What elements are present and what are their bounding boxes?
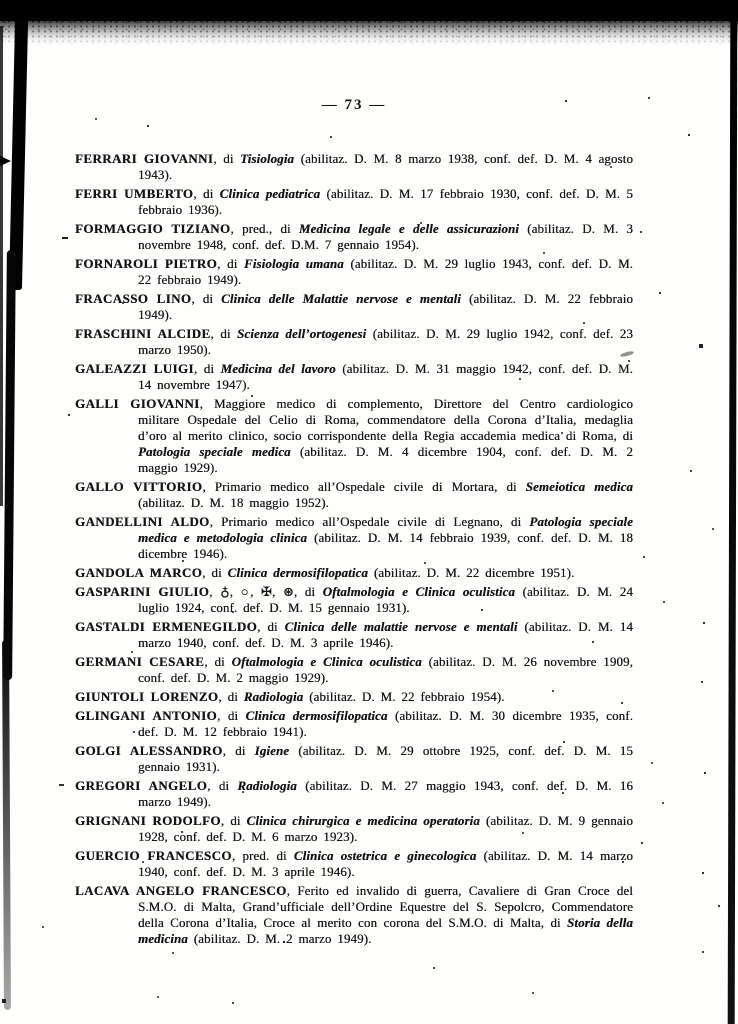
directory-entry: [75, 565, 633, 581]
entry-name: GIUNTOLI LORENZO: [75, 689, 219, 704]
entry-specialty: Fisiologia umana: [243, 256, 344, 271]
entry-specialty: Medicina del lavoro: [220, 361, 336, 376]
directory-entry: [75, 221, 633, 253]
entry-titles-text: , di: [191, 291, 222, 306]
scan-noise-dash: [59, 784, 64, 786]
entry-decree-details: (abilitaz. D. M. 18 maggio 1952).: [138, 495, 329, 510]
entry-titles-text: , di: [222, 743, 255, 758]
entry-specialty: Patologia speciale medica e metodologia clinica: [138, 514, 633, 545]
directory-entry: [75, 361, 633, 393]
entry-titles-text: , di: [207, 778, 238, 793]
directory-entry: [75, 151, 633, 183]
entry-decree-details: (abilitaz. D. M. 14 marzo 1940, conf. def. D. M. 3 aprile 1946).: [138, 848, 633, 879]
page-content: [75, 97, 633, 950]
scan-artifact-blob: [0, 156, 11, 166]
scan-noise-dash: [62, 237, 68, 239]
directory-entry: [75, 619, 633, 651]
entry-decree-details: (abilitaz. D. M. 4 dicembre 1904, conf. def. D. M. 2 maggio 1929).: [138, 444, 633, 475]
entry-name: FORNAROLI PIETRO: [75, 256, 218, 271]
entry-specialty: Patologia speciale medica: [138, 444, 291, 459]
entry-name: GRIGNANI RODOLFO: [75, 813, 221, 828]
entry-specialty: Clinica delle malattie nervose e mentali: [284, 619, 518, 634]
entry-decree-details: (abilitaz. D. M. 22 dicembre 1951).: [368, 565, 575, 580]
entry-name: FORMAGGIO TIZIANO: [75, 221, 231, 236]
directory-entry: [75, 778, 633, 810]
entry-name: GALEAZZI LUIGI: [75, 361, 194, 376]
entry-name: GASTALDI ERMENEGILDO: [75, 619, 258, 634]
entry-specialty: Tisiologia: [240, 151, 295, 166]
directory-entry: [75, 326, 633, 358]
entry-decree-details: (abilitaz. D. M. 29 luglio 1942, conf. def. 23 marzo 1950).: [138, 326, 633, 357]
entry-decree-details: (abilitaz. D. M. 22 febbraio 1949).: [138, 291, 634, 322]
entry-decree-details: (abilitaz. D. M. 8 marzo 1938, conf. def. D. M. 4 agosto 1943).: [138, 151, 633, 182]
entry-specialty: Clinica dermosifilopatica: [245, 708, 388, 723]
entry-decree-details: (abilitaz. D. M. 17 febbraio 1930, conf. def. D. M. 5 febbraio 1936).: [138, 186, 633, 217]
entry-titles-text: , di: [217, 256, 244, 271]
scan-noise-speckles: [0, 0, 2, 2]
directory-entry: [75, 256, 633, 288]
entry-name: FERRI UMBERTO: [75, 186, 194, 201]
directory-entry: [75, 514, 633, 562]
directory-entry: [75, 654, 633, 686]
directory-entry: [75, 813, 633, 845]
entry-specialty: Clinica chirurgica e medicina operatoria: [246, 813, 480, 828]
entry-titles-text: , Ferito ed invalido di guerra, Cavaliere di Gran Croce del S.M.O. di Malta, Grand’ufficiale dell’Ordine Equestre del S. Sepolcro, Commendatore della Corona d’Italia, Croce al merito con corona del S.M.O. di Malta, di: [138, 883, 633, 930]
entry-titles-text: , di: [257, 619, 285, 634]
directory-entry: [75, 584, 633, 616]
entry-name: GOLGI ALESSANDRO: [75, 743, 223, 758]
entry-specialty: Clinica ostetrica e ginecologica: [293, 848, 477, 863]
entry-name: GALLO VITTORIO: [75, 479, 203, 494]
entry-specialty: Clinica dermosifilopatica: [227, 565, 369, 580]
entry-specialty: Clinica pediatrica: [219, 186, 321, 201]
entry-name: GERMANI CESARE: [75, 654, 205, 669]
entry-decree-details: (abilitaz. D. M. 26 novembre 1909, conf. def. D. M. 2 maggio 1929).: [138, 654, 633, 685]
entry-name: GUERCIO FRANCESCO: [75, 848, 232, 863]
entry-specialty: Oftalmologia e Clinica oculistica: [322, 584, 516, 599]
scan-artifact-top-band: [0, 0, 738, 21]
entry-name: FRACASSO LINO: [75, 291, 192, 306]
entry-specialty: Scienza dell’ortogenesi: [237, 326, 367, 341]
entry-titles-text: , Maggiore medico di complemento, Direttore del Centro cardiologico militare Ospedale del Celio di Roma, commendatore della Corona d’Italia, medaglia d’oro al merito clinico, socio corrispondente della Regia accademia medica di Roma, di: [138, 396, 633, 443]
directory-entry: [75, 743, 633, 775]
directory-entry: [75, 848, 633, 880]
directory-entry: [75, 186, 633, 218]
entry-decree-details: (abilitaz. D. M. 22 febbraio 1954).: [303, 689, 505, 704]
entry-decree-details: (abilitaz. D. M. 30 dicembre 1935, conf. def. D. M. 12 febbraio 1941).: [138, 708, 633, 739]
entry-specialty: Semeiotica medica: [525, 479, 634, 494]
entry-name: FRASCHINI ALCIDE: [75, 326, 211, 341]
entry-titles-text: , di: [202, 565, 228, 580]
directory-entry: [75, 883, 633, 947]
entry-name: GALLI GIOVANNI: [75, 396, 200, 411]
entry-titles-text: , Primario medico all’Ospedale civile di Legnano, di: [209, 514, 530, 529]
entry-name: GLINGANI ANTONIO: [75, 708, 218, 723]
entry-titles-text: , di: [193, 186, 220, 201]
entry-specialty: Clinica delle Malattie nervose e mentali: [221, 291, 462, 306]
entry-name: LACAVA ANGELO FRANCESCO: [75, 883, 287, 898]
entry-decree-details: (abilitaz. D. M. 9 gennaio 1928, conf. def. D. M. 6 marzo 1923).: [138, 813, 633, 844]
entry-titles-text: , Primario medico all’Ospedale civile di Mortara, di: [202, 479, 526, 494]
entry-name: GASPARINI GIULIO: [75, 584, 210, 599]
entry-specialty: Oftalmologia e Clinica oculistica: [231, 654, 422, 669]
entry-specialty: Radiologia: [243, 689, 304, 704]
entry-titles-text: , di: [204, 654, 232, 669]
scan-artifact-top-fuzz: [0, 19, 738, 46]
entry-decree-details: (abilitaz. D. M. 29 ottobre 1925, conf. def. D. M. 15 gennaio 1931).: [138, 743, 633, 774]
scan-artifact-right-edge: [728, 16, 738, 1024]
entry-decree-details: (abilitaz. D. M. 29 luglio 1943, conf. def. D. M. 22 febbraio 1949).: [138, 256, 634, 287]
entry-decree-details: (abilitaz. D. M. 27 maggio 1943, conf. def. D. M. 16 marzo 1949).: [138, 778, 633, 809]
entry-specialty: Igiene: [254, 743, 290, 758]
entry-name: GANDELLINI ALDO: [75, 514, 210, 529]
entry-specialty: Radiologia: [237, 778, 297, 793]
entry-titles-text: , pred. di: [231, 848, 294, 863]
directory-entry: [75, 689, 633, 705]
entry-decree-details: (abilitaz. D. M. 31 maggio 1942, conf. def. D. M. 14 novembre 1947).: [138, 361, 633, 392]
entry-titles-text: , di: [217, 708, 246, 723]
scan-artifact-left-gutter: [2, 640, 11, 1010]
entry-decree-details: (abilitaz. D. M. 14 febbraio 1939, conf. def. D. M. 18 dicembre 1946).: [138, 530, 633, 561]
entry-decree-details: (abilitaz. D. M. 14 marzo 1940, conf. def. D. M. 3 aprile 1946).: [138, 619, 633, 650]
directory-entry: [75, 396, 633, 476]
entry-name: GANDOLA MARCO: [75, 565, 203, 580]
entry-titles-text: , di: [210, 326, 238, 341]
entry-list: [75, 151, 633, 947]
entry-titles-text: , di: [213, 151, 241, 166]
directory-entry: [75, 708, 633, 740]
entry-titles-text: , ♁, ○, ✠, ⊛, di: [209, 584, 323, 599]
entry-name: GREGORI ANGELO: [75, 778, 208, 793]
directory-entry: [75, 479, 633, 511]
entry-specialty: Storia della medicina: [138, 915, 633, 946]
page-number: — 73 —: [321, 97, 387, 113]
entry-titles-text: , di: [220, 813, 247, 828]
scan-artifact-left-gutter: [3, 250, 16, 680]
entry-decree-details: (abilitaz. D. M. 2 marzo 1949).: [187, 931, 372, 946]
entry-titles-text: , di: [193, 361, 221, 376]
directory-entry: [75, 291, 633, 323]
entry-decree-details: (abilitaz. D. M. 24 luglio 1924, conf. def. D. M. 15 gennaio 1931).: [138, 584, 633, 615]
scan-artifact-left-edge: [0, 26, 3, 506]
entry-titles-text: , pred., di: [230, 221, 299, 236]
entry-titles-text: , di: [218, 689, 244, 704]
entry-decree-details: (abilitaz. D. M. 3 novembre 1948, conf. def. D.M. 7 gennaio 1954).: [138, 221, 633, 252]
entry-specialty: Medicina legale e delle assicurazioni: [298, 221, 520, 236]
entry-name: FERRARI GIOVANNI: [75, 151, 214, 166]
